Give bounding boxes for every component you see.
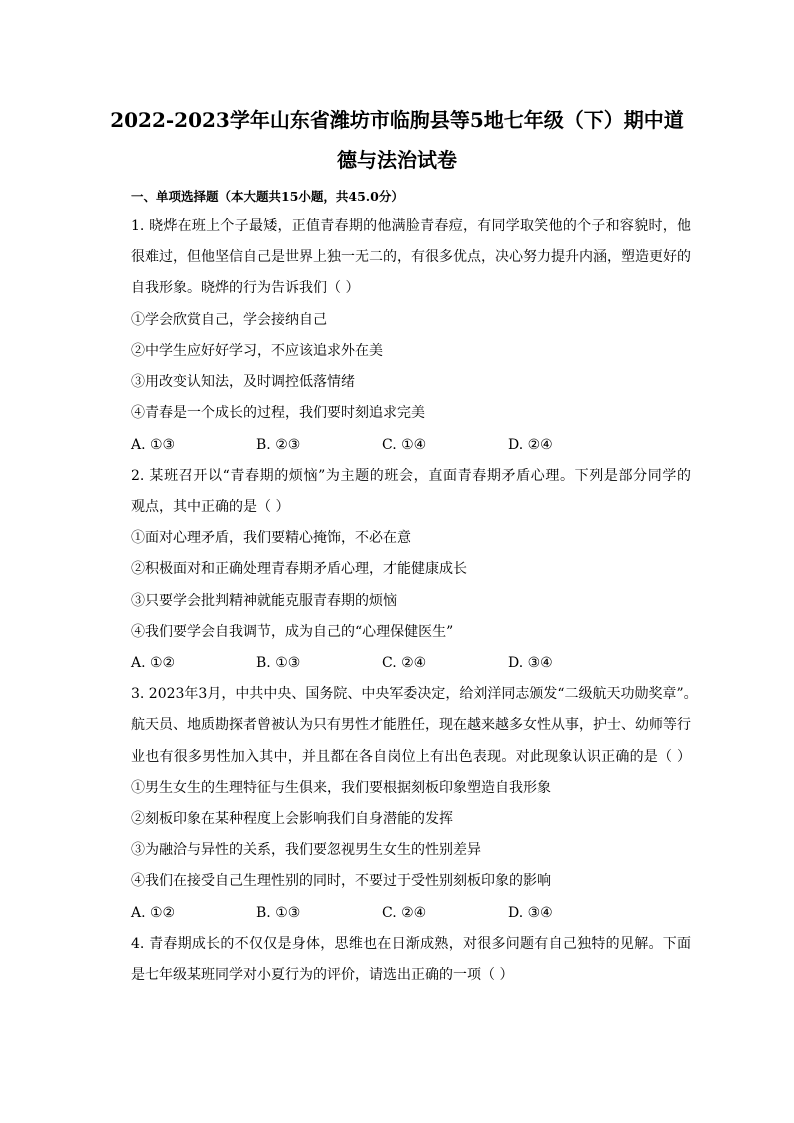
question-3-statement-3: ③为融洽与异性的关系，我们要忽视男生女生的性别差异 (131, 842, 481, 858)
question-3-stem-line-2: 航天员、地质勘探者曾被认为只有男性才能胜任，现在越来越多女性从事，护士、幼师等行 (131, 717, 691, 733)
question-2-option-a[interactable]: A. ①② (131, 655, 176, 671)
question-4-stem-line-1: 4. 青春期成长的不仅仅是身体，思维也在日渐成熟，对很多问题有自己独特的见解。下面 (131, 936, 691, 952)
question-1-statement-3: ③用改变认知法，及时调控低落情绪 (131, 374, 355, 390)
question-3-statement-1: ①男生女生的生理特征与生俱来，我们要根据刻板印象塑造自我形象 (131, 780, 551, 796)
question-3-option-d[interactable]: D. ③④ (508, 905, 553, 921)
question-3-option-a[interactable]: A. ①② (131, 905, 176, 921)
question-1-option-a[interactable]: A. ①③ (131, 437, 176, 453)
question-1-stem-line-1: 1. 晓烨在班上个子最矮，正值青春期的他满脸青春痘，有同学取笑他的个子和容貌时，他 (131, 218, 691, 234)
question-3-option-c[interactable]: C. ②④ (382, 905, 427, 921)
question-4-stem-line-2: 是七年级某班同学对小夏行为的评价，请选出正确的一项（ ） (131, 967, 514, 983)
question-3-statement-2: ②刻板印象在某种程度上会影响我们自身潜能的发挥 (131, 811, 453, 827)
question-2-statement-1: ①面对心理矛盾，我们要精心掩饰，不必在意 (131, 530, 411, 546)
question-2-stem-line-1: 2. 某班召开以“青春期的烦恼”为主题的班会，直面青春期矛盾心理。下列是部分同学的 (131, 468, 691, 484)
exam-title-line-2: 德与法治试卷 (337, 148, 457, 172)
section-heading: 一、单项选择题（本大题共15小题，共45.0分） (131, 189, 404, 204)
question-1-statement-4: ④青春是一个成长的过程，我们要时刻追求完美 (131, 405, 425, 421)
question-1-option-c[interactable]: C. ①④ (382, 437, 427, 453)
question-3-stem-line-1: 3. 2023年3月，中共中央、国务院、中央军委决定，给刘洋同志颁发“二级航天功勋奖章”。 (131, 686, 698, 702)
question-2-statement-3: ③只要学会批判精神就能克服青春期的烦恼 (131, 593, 397, 609)
question-1-statement-1: ①学会欣赏自己，学会接纳自己 (131, 312, 327, 328)
question-3-statement-4: ④我们在接受自己生理性别的同时，不要过于受性别刻板印象的影响 (131, 873, 551, 889)
exam-title-line-1: 2022-2023学年山东省潍坊市临朐县等5地七年级（下）期中道 (110, 108, 684, 132)
question-3-stem-line-3: 业也有很多男性加入其中，并且都在各自岗位上有出色表现。对此现象认识正确的是（ ） (131, 749, 691, 765)
question-1-option-d[interactable]: D. ②④ (508, 437, 553, 453)
question-2-statement-2: ②积极面对和正确处理青春期矛盾心理，才能健康成长 (131, 561, 467, 577)
question-2-statement-4: ④我们要学会自我调节，成为自己的“心理保健医生” (131, 624, 454, 640)
question-2-option-c[interactable]: C. ②④ (382, 655, 427, 671)
question-1-statement-2: ②中学生应好好学习，不应该追求外在美 (131, 343, 383, 359)
question-1-stem-line-2: 很难过，但他坚信自己是世界上独一无二的，有很多优点，决心努力提升内涵，塑造更好的 (131, 249, 691, 265)
question-3-option-b[interactable]: B. ①③ (256, 905, 301, 921)
question-2-option-d[interactable]: D. ③④ (508, 655, 553, 671)
question-1-stem-line-3: 自我形象。晓烨的行为告诉我们（ ） (131, 280, 360, 296)
question-1-option-b[interactable]: B. ②③ (256, 437, 301, 453)
question-2-stem-line-2: 观点，其中正确的是（ ） (131, 499, 290, 515)
question-2-option-b[interactable]: B. ①③ (256, 655, 301, 671)
